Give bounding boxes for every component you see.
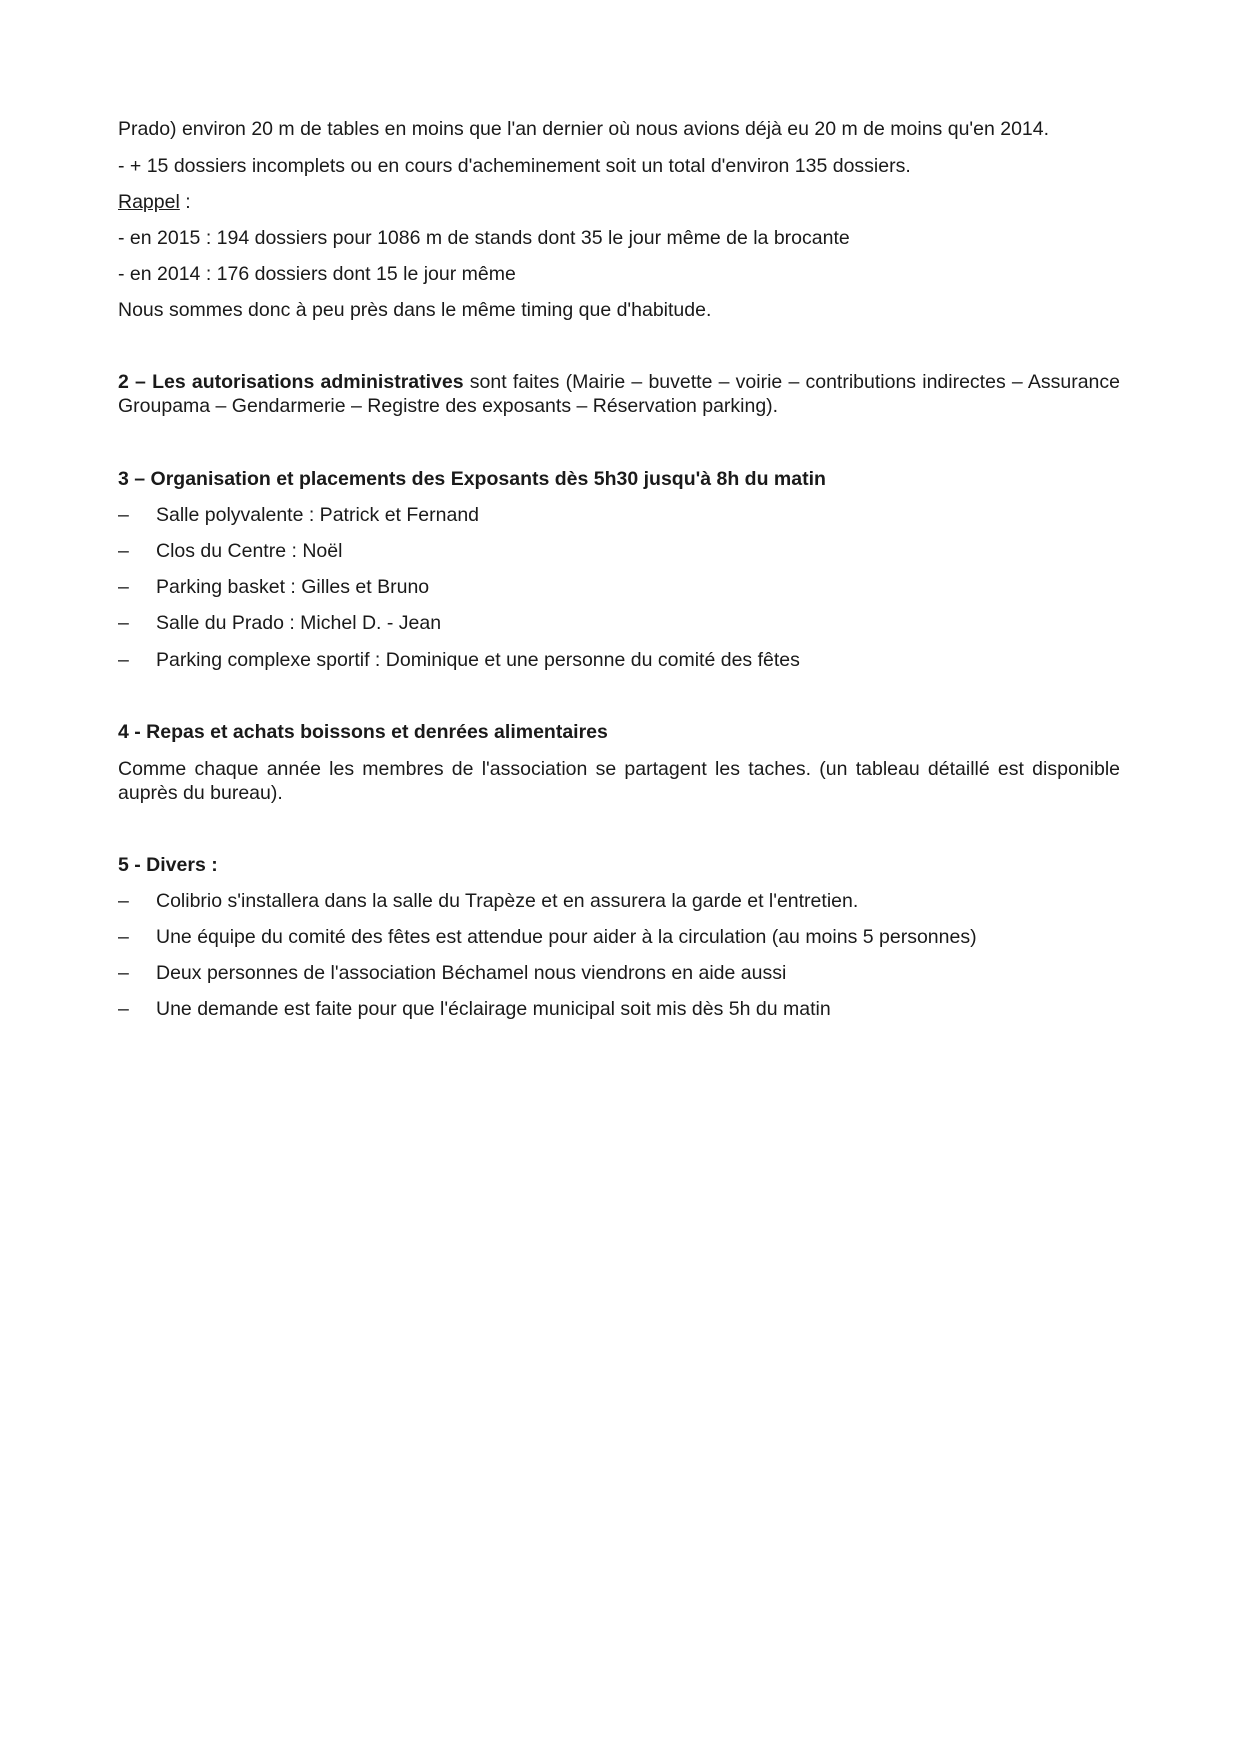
- rappel-colon: :: [179, 191, 191, 213]
- section-5-bullet: –: [118, 962, 129, 984]
- section-3-item: Salle du Prado : Michel D. - Jean: [156, 612, 442, 634]
- section-3-bullet: –: [118, 576, 129, 598]
- section-3-heading: 3 – Organisation et placements des Exposants dès 5h30 jusqu'à 8h du matin: [118, 468, 826, 490]
- section-5-item: Colibrio s'installera dans la salle du Trapèze et en assurera la garde et l'entretien.: [156, 890, 859, 912]
- section-4-paragraph: Comme chaque année les membres de l'association se partagent les taches. (un tableau détaillé est disponible auprès du bureau).: [118, 758, 1120, 804]
- rappel-2014: - en 2014 : 176 dossiers dont 15 le jour même: [118, 263, 516, 285]
- section-3-item: Salle polyvalente : Patrick et Fernand: [156, 504, 480, 526]
- section-5-heading: 5 - Divers :: [118, 854, 218, 876]
- section-3-bullet: –: [118, 504, 129, 526]
- rappel-line: [118, 190, 191, 214]
- section-5-item: Une équipe du comité des fêtes est attendue pour aider à la circulation (au moins 5 personnes): [156, 926, 977, 948]
- section-5-item: Une demande est faite pour que l'éclairage municipal soit mis dès 5h du matin: [156, 998, 831, 1020]
- section-5-bullet: –: [118, 890, 129, 912]
- rappel-label: Rappel: [118, 191, 180, 213]
- section-5-bullet: –: [118, 998, 129, 1020]
- rappel-2015: - en 2015 : 194 dossiers pour 1086 m de stands dont 35 le jour même de la brocante: [118, 227, 850, 249]
- section-2-paragraph: [118, 370, 1120, 418]
- section-3-item: Parking basket : Gilles et Bruno: [156, 576, 430, 598]
- section-3-bullet: –: [118, 649, 129, 671]
- timing-line: Nous sommes donc à peu près dans le même timing que d'habitude.: [118, 299, 712, 321]
- section-4-heading: 4 - Repas et achats boissons et denrées alimentaires: [118, 721, 608, 743]
- section-2-heading: 2 – Les autorisations administratives: [118, 371, 464, 393]
- section-2-text: sont faites (Mairie – buvette – voirie – contributions indirectes – Assurance Groupama – Gendarmerie – Registre des exposants – Réservation parking).: [118, 371, 1120, 417]
- section-3-item: Clos du Centre : Noël: [156, 540, 343, 562]
- section-3-item: Parking complexe sportif : Dominique et une personne du comité des fêtes: [156, 649, 800, 671]
- intro-line-2: - + 15 dossiers incomplets ou en cours d'acheminement soit un total d'environ 135 dossiers.: [118, 155, 911, 177]
- intro-line-1: Prado) environ 20 m de tables en moins que l'an dernier où nous avions déjà eu 20 m de moins qu'en 2014.: [118, 118, 1050, 140]
- section-5-item: Deux personnes de l'association Béchamel nous viendrons en aide aussi: [156, 962, 787, 984]
- section-3-bullet: –: [118, 612, 129, 634]
- section-5-bullet: –: [118, 926, 129, 948]
- section-3-bullet: –: [118, 540, 129, 562]
